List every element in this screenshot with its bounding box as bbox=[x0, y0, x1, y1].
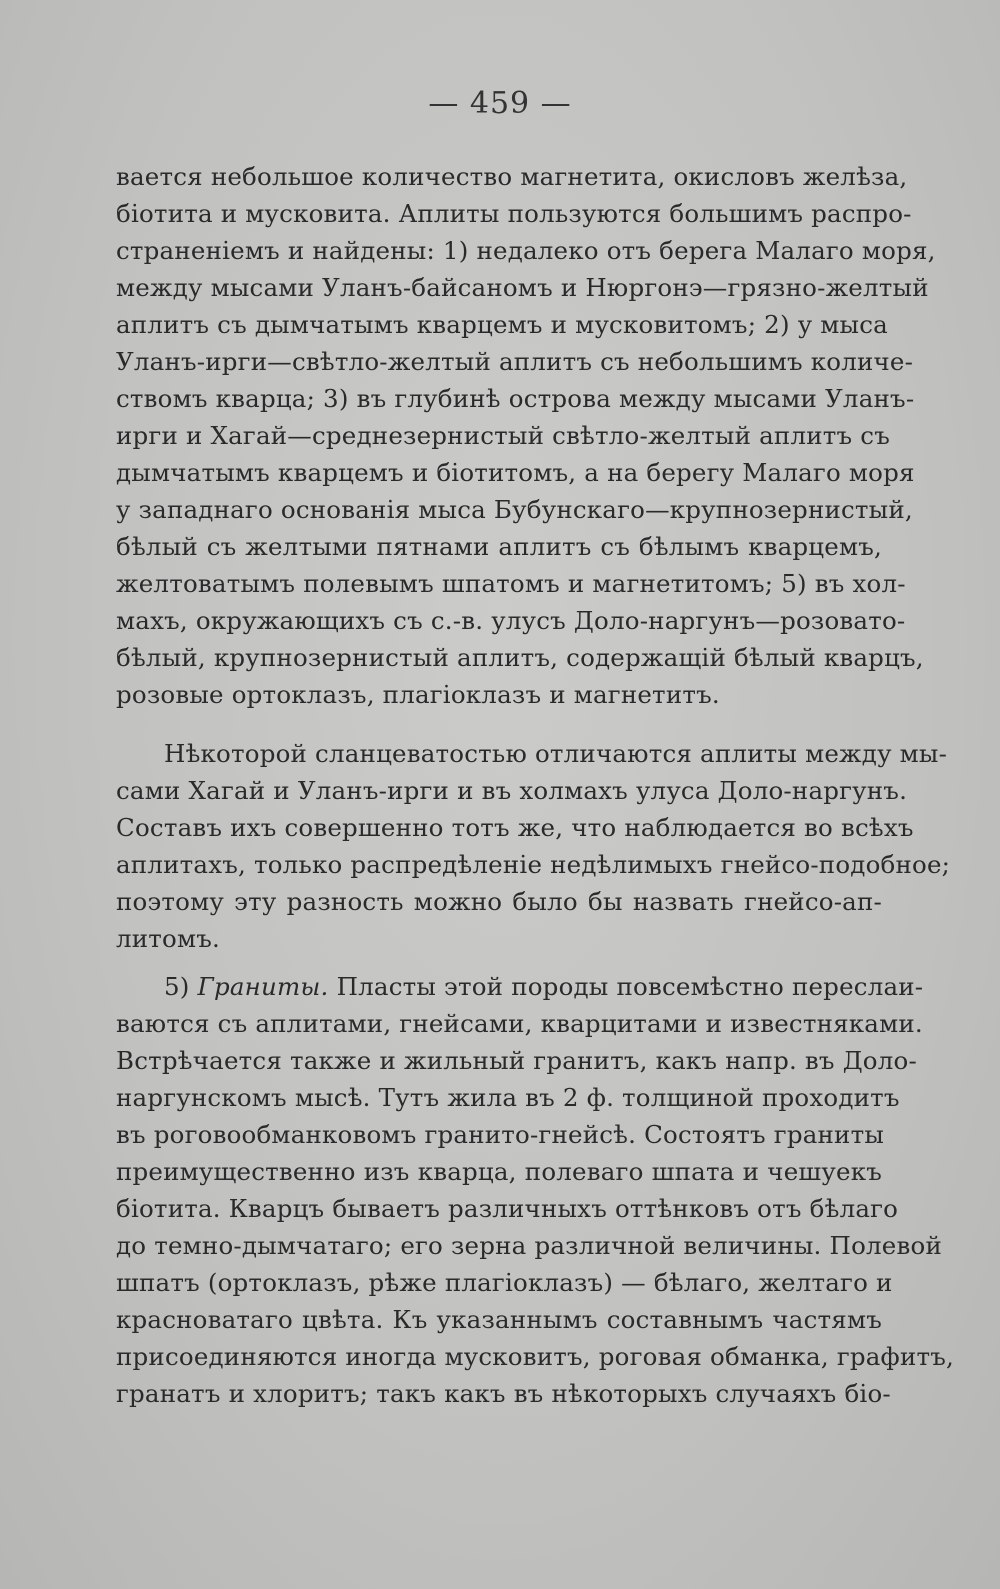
text-line: аплитахъ, только распредѣленіе недѣлимыхъ гнейсо-подобное; bbox=[116, 850, 951, 879]
text-fragment: Пласты этой породы повсемѣстно переслаи- bbox=[336, 972, 924, 1001]
text-line: вается небольшое количество магнетита, окисловъ желѣза, bbox=[116, 162, 908, 191]
text-line: ирги и Хагай—среднезернистый свѣтло-желтый аплитъ съ bbox=[116, 421, 890, 450]
paragraph-aplite-locations bbox=[116, 158, 936, 713]
text-line: бѣлый съ желтыми пятнами аплитъ съ бѣлымъ кварцемъ, bbox=[116, 532, 882, 561]
text-line: ваются съ аплитами, гнейсами, кварцитами и известняками. bbox=[116, 1009, 923, 1038]
text-line: ствомъ кварца; 3) въ глубинѣ острова между мысами Уланъ- bbox=[116, 384, 915, 413]
text-line: дымчатымъ кварцемъ и біотитомъ, а на берегу Малаго моря bbox=[116, 458, 915, 487]
page-number: — 459 — bbox=[428, 86, 572, 121]
paragraph-granites bbox=[116, 968, 954, 1412]
text-line: біотита. Кварцъ бываетъ различныхъ оттѣнковъ отъ бѣлаго bbox=[116, 1194, 899, 1223]
section-number: 5) bbox=[164, 972, 190, 1001]
text-line: Составъ ихъ совершенно тотъ же, что наблюдается во всѣхъ bbox=[116, 813, 914, 842]
text-line: красноватаго цвѣта. Къ указаннымъ составнымъ частямъ bbox=[116, 1305, 882, 1334]
text-line: бѣлый, крупнозернистый аплитъ, содержащій бѣлый кварцъ, bbox=[116, 643, 924, 672]
text-line: литомъ. bbox=[116, 924, 221, 953]
text-line: у западнаго основанія мыса Бубунскаго—крупнозернистый, bbox=[116, 495, 913, 524]
text-line-first bbox=[116, 968, 924, 1005]
text-line: сами Хагай и Уланъ-ирги и въ холмахъ улуса Доло-наргунъ. bbox=[116, 776, 908, 805]
section-title: Граниты. bbox=[197, 972, 329, 1001]
text-line: преимущественно изъ кварца, полеваго шпата и чешуекъ bbox=[116, 1157, 882, 1186]
text-line: присоединяются иногда мусковитъ, роговая обманка, графитъ, bbox=[116, 1342, 954, 1371]
text-line: до темно-дымчатаго; его зерна различной величины. Полевой bbox=[116, 1231, 942, 1260]
text-line: аплитъ съ дымчатымъ кварцемъ и мусковитомъ; 2) у мыса bbox=[116, 310, 888, 339]
text-line: розовые ортоклазъ, плагіоклазъ и магнетитъ. bbox=[116, 680, 720, 709]
text-line: поэтому эту разность можно было бы назвать гнейсо-ап- bbox=[116, 887, 882, 916]
text-line: Уланъ-ирги—свѣтло-желтый аплитъ съ небольшимъ количе- bbox=[116, 347, 914, 376]
text-line: махъ, окружающихъ съ с.-в. улусъ Доло-наргунъ—розовато- bbox=[116, 606, 906, 635]
text-line: біотита и мусковита. Аплиты пользуются большимъ распро- bbox=[116, 199, 912, 228]
text-line: страненіемъ и найдены: 1) недалеко отъ берега Малаго моря, bbox=[116, 236, 936, 265]
text-line: Встрѣчается также и жильный гранитъ, какъ напр. въ Доло- bbox=[116, 1046, 917, 1075]
text-line: Нѣкоторой сланцеватостью отличаются аплиты между мы- bbox=[164, 739, 948, 768]
text-line: между мысами Уланъ-байсаномъ и Нюргонэ—грязно-желтый bbox=[116, 273, 929, 302]
paragraph-schistose-aplites bbox=[116, 735, 951, 957]
text-line: гранатъ и хлоритъ; такъ какъ въ нѣкоторыхъ случаяхъ біо- bbox=[116, 1379, 891, 1408]
text-line: въ роговообманковомъ гранито-гнейсѣ. Состоятъ граниты bbox=[116, 1120, 885, 1149]
text-line: желтоватымъ полевымъ шпатомъ и магнетитомъ; 5) въ хол- bbox=[116, 569, 906, 598]
text-line: наргунскомъ мысѣ. Тутъ жила въ 2 ф. толщиной проходитъ bbox=[116, 1083, 900, 1112]
text-line: шпатъ (ортоклазъ, рѣже плагіоклазъ) — бѣлаго, желтаго и bbox=[116, 1268, 893, 1297]
